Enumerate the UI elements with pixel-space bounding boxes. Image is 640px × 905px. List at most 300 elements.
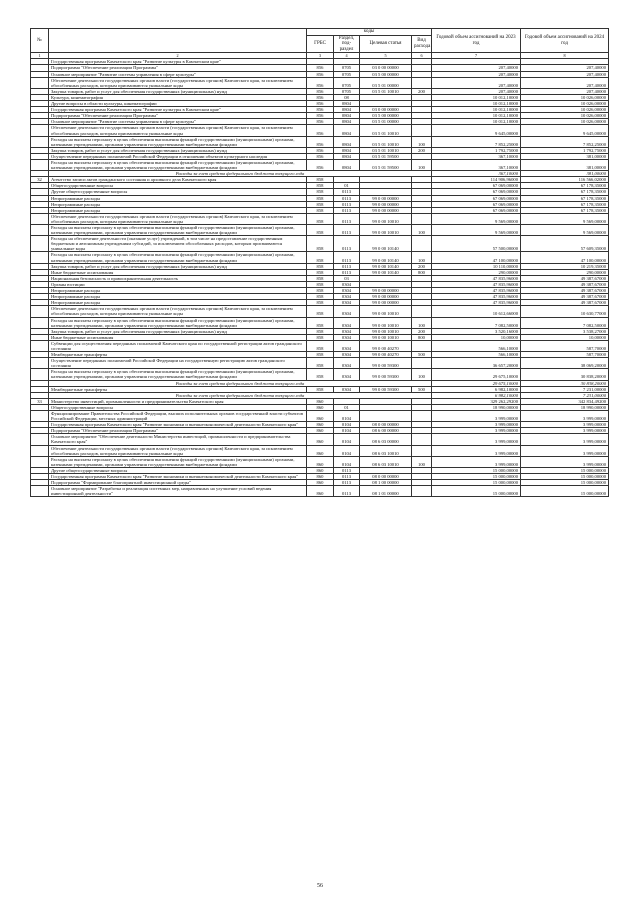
row-number	[31, 369, 49, 380]
amount-2024: 49 387,67000	[521, 281, 609, 287]
row-name: Государственная программа Камчатского края "Развитие культуры в Камчатском крае"	[49, 59, 307, 65]
amount-2024: 207,40000	[521, 65, 609, 71]
code-grbs: 858	[307, 213, 334, 224]
code-section: 0113	[334, 236, 360, 252]
row-name: Осуществление переданных полномочий Российской Федерации на государственную регистрацию актов гражданского состояния	[49, 358, 307, 369]
code-kind: 200	[412, 147, 432, 153]
code-kind: 500	[412, 352, 432, 358]
code-grbs: 856	[307, 153, 334, 159]
amount-2024: 57 609,35000	[521, 236, 609, 252]
amount-2024: 9 569,00000	[521, 213, 609, 224]
code-target: 99 0 00 10140	[360, 269, 412, 275]
code-target: 99 0 00 59300	[360, 386, 412, 392]
amount-2023: 3 999,00000	[432, 428, 521, 434]
row-name: Общегосударственные вопросы	[49, 404, 307, 410]
code-section: 0104	[334, 422, 360, 428]
header-codes: коды	[307, 29, 432, 36]
amount-2024: 10 026,00000	[521, 107, 609, 113]
amount-2023: 566,10000	[432, 340, 521, 351]
code-grbs: 860	[307, 434, 334, 445]
code-section: 0104	[334, 428, 360, 434]
amount-2023: 10 012,10000	[432, 107, 521, 113]
amount-2023: 29 675,10000	[432, 380, 521, 386]
amount-2023: 114 906,96000	[432, 177, 521, 183]
header-name	[49, 29, 307, 53]
row-name: Подпрограмма "Обеспечение реализации Программы"	[49, 428, 307, 434]
code-target: 08 6 03 10010	[360, 456, 412, 467]
row-number: 32	[31, 177, 49, 183]
amount-2024: 3 999,00000	[521, 434, 609, 445]
code-target: 03 5 01 10010	[360, 125, 412, 136]
code-kind	[412, 486, 432, 497]
amount-2024: 67 178,35000	[521, 195, 609, 201]
amount-2023: 15 000,00000	[432, 474, 521, 480]
table-row	[31, 317, 609, 328]
table-header	[31, 29, 609, 59]
code-kind: 100	[412, 159, 432, 170]
amount-2024: 10 630,77000	[521, 306, 609, 317]
code-kind: 100	[412, 456, 432, 467]
code-kind: 100	[412, 225, 432, 236]
amount-2024: 18 990,00000	[521, 404, 609, 410]
code-target: 99 0 00 10010	[360, 328, 412, 334]
code-grbs: 858	[307, 183, 334, 189]
amount-2024: 15 000,00000	[521, 480, 609, 486]
row-name: Расходы на обеспечение деятельности (оказание услуг) учреждений, в том числе на предоставление государственным бюджетным и автономным учреждениям субсидий, за исключением обособленных расходов, которым присваиваются уникальные коды	[49, 236, 307, 252]
code-grbs: 856	[307, 88, 334, 94]
code-target: 99 0 00 59300	[360, 369, 412, 380]
code-section: 0804	[334, 101, 360, 107]
row-name: Закупка товаров, работ и услуг для обеспечения государственных (муниципальных) нужд	[49, 147, 307, 153]
amount-2024: 207,40000	[521, 88, 609, 94]
amount-2024: 1 792,75000	[521, 147, 609, 153]
code-target: 08 1 01 00000	[360, 486, 412, 497]
code-grbs: 858	[307, 269, 334, 275]
amount-2024: 67 178,35000	[521, 201, 609, 207]
code-grbs: 858	[307, 281, 334, 287]
code-section: 0113	[334, 201, 360, 207]
code-section: 0304	[334, 288, 360, 294]
amount-2023: 57 500,00000	[432, 236, 521, 252]
amount-2023: 207,40000	[432, 71, 521, 77]
code-target: 03 5 01 10010	[360, 136, 412, 147]
amount-2023: 207,40000	[432, 88, 521, 94]
row-name: Подпрограмма "Формирование благоприятной инвестиционной среды"	[49, 480, 307, 486]
code-target: 99 0 00 10010	[360, 334, 412, 340]
code-kind	[412, 340, 432, 351]
code-target: 08 6 03 10010	[360, 445, 412, 456]
table-row	[31, 236, 609, 252]
row-number	[31, 486, 49, 497]
code-section: 0113	[334, 252, 360, 263]
code-section: 0113	[334, 480, 360, 486]
table-row	[31, 252, 609, 263]
amount-2023: 10 012,10000	[432, 119, 521, 125]
table-row	[31, 306, 609, 317]
code-section: 0804	[334, 125, 360, 136]
code-grbs: 858	[307, 386, 334, 392]
row-number	[31, 252, 49, 263]
row-number	[31, 317, 49, 328]
row-name: Межбюджетные трансферты	[49, 386, 307, 392]
code-target: 99 0 00 00000	[360, 195, 412, 201]
code-section: 0113	[334, 207, 360, 213]
amount-2024: 10 219,35000	[521, 263, 609, 269]
header-kind: Вид расхода	[412, 35, 432, 53]
code-grbs: 856	[307, 159, 334, 170]
amount-2023: 29 675,10000	[432, 369, 521, 380]
row-name: Закупка товаров, работ и услуг для обеспечения государственных (муниципальных) нужд	[49, 88, 307, 94]
table-row	[31, 369, 609, 380]
code-target: 03 5 01 10010	[360, 88, 412, 94]
code-target: 99 0 00 10010	[360, 225, 412, 236]
code-section: 0304	[334, 306, 360, 317]
code-kind: 200	[412, 88, 432, 94]
code-kind	[412, 125, 432, 136]
code-target: 03 5 01 00000	[360, 119, 412, 125]
amount-2024: 47 100,00000	[521, 252, 609, 263]
amount-2023: 3 999,00000	[432, 456, 521, 467]
amount-2023: 6 982,10000	[432, 386, 521, 392]
code-grbs: 858	[307, 252, 334, 263]
row-name: Расходы на выплаты персоналу в целях обеспечения выполнения функций государственными (муниципальными) органами, казенными учреждениями, органами управления государственными внебюджетными фондами	[49, 369, 307, 380]
amount-2023: 367,10000	[432, 159, 521, 170]
amount-2023: 47 835,96000	[432, 275, 521, 281]
header-num: №	[31, 29, 49, 53]
amount-2023: 290,00000	[432, 269, 521, 275]
code-grbs: 860	[307, 456, 334, 467]
code-section: 0104	[334, 411, 360, 422]
row-name: Расходы на выплаты персоналу в целях обеспечения выполнения функций государственными (муниципальными) органами, казенными учреждениями, органами управления государственными внебюджетными фондами	[49, 317, 307, 328]
row-name: Непрограммные расходы	[49, 201, 307, 207]
row-name: Другие общегосударственные вопросы	[49, 467, 307, 473]
code-kind: 200	[412, 263, 432, 269]
table-body	[31, 59, 609, 497]
table-row	[31, 225, 609, 236]
code-grbs: 858	[307, 177, 334, 183]
header-index: 2	[49, 53, 307, 59]
amount-2023: 47 835,96000	[432, 281, 521, 287]
row-name: Обеспечение деятельности государственных органов власти (государственных органов) Камчатского края, за исключением обособленных расходов, которым присваиваются уникальные коды	[49, 125, 307, 136]
amount-2023: 10 012,10000	[432, 101, 521, 107]
amount-2023: 3 999,00000	[432, 411, 521, 422]
row-name: Культура, кинематография	[49, 94, 307, 100]
amount-2023: 1 792,75000	[432, 147, 521, 153]
row-number	[31, 306, 49, 317]
amount-2023: 67 069,00000	[432, 183, 521, 189]
row-name: Государственная программа Камчатского края "Развитие экономики и внешнеэкономической деятельности Камчатского края"	[49, 474, 307, 480]
row-number	[31, 77, 49, 88]
code-grbs: 856	[307, 65, 334, 71]
header-index: 3	[307, 53, 334, 59]
code-kind	[412, 213, 432, 224]
amount-2024: 9 645,00000	[521, 125, 609, 136]
header-vol2024: Годовой объем ассигнований на 2024 год	[521, 29, 609, 53]
code-grbs: 860	[307, 445, 334, 456]
code-target: 99 0 00 00000	[360, 294, 412, 300]
row-number	[31, 456, 49, 467]
code-target: 03 5 00 00000	[360, 71, 412, 77]
amount-2024: 15 000,00000	[521, 486, 609, 497]
code-grbs: 858	[307, 225, 334, 236]
amount-2024: 3 999,00000	[521, 428, 609, 434]
code-target: 99 0 00 10010	[360, 317, 412, 328]
row-name: Функционирование Правительства Российской Федерации, высших исполнительных органов государственной власти субъектов Российской Федерации, местных администраций	[49, 411, 307, 422]
code-section: 0705	[334, 65, 360, 71]
code-grbs: 856	[307, 147, 334, 153]
code-grbs: 858	[307, 300, 334, 306]
code-grbs: 856	[307, 113, 334, 119]
amount-2024: 10 026,00000	[521, 94, 609, 100]
code-section: 0113	[334, 213, 360, 224]
row-name: Иные бюджетные ассигнования	[49, 269, 307, 275]
amount-2023: 329 262,29200	[432, 398, 521, 404]
amount-2024: 3 999,00000	[521, 411, 609, 422]
budget-table	[30, 28, 609, 497]
header-section: Раздел, под-раздел	[334, 35, 360, 53]
code-target: 99 0 00 00000	[360, 288, 412, 294]
page-number: 56	[317, 883, 323, 889]
header-grbs: ГРБС	[307, 35, 334, 53]
row-name: Основное мероприятие "Обеспечение деятельности Министерства инвестиций, промышленности и предпринимательства Камчатского края"	[49, 434, 307, 445]
header-index: 4	[334, 53, 360, 59]
code-section: 0104	[334, 456, 360, 467]
code-kind: 100	[412, 317, 432, 328]
row-name: Непрограммные расходы	[49, 207, 307, 213]
amount-2024: 116 566,02000	[521, 177, 609, 183]
table-row	[31, 159, 609, 170]
amount-2023: 10 012,10000	[432, 94, 521, 100]
row-name: Расходы на выплаты персоналу в целях обеспечения выполнения функций государственными (муниципальными) органами, казенными учреждениями, органами управления государственными внебюджетными фондами	[49, 456, 307, 467]
code-section: 0304	[334, 369, 360, 380]
row-name: Другие общегосударственные вопросы	[49, 189, 307, 195]
code-section: 0104	[334, 445, 360, 456]
amount-2023: 7 082,50000	[432, 317, 521, 328]
header-index: 7	[432, 53, 521, 59]
code-section: 0304	[334, 317, 360, 328]
code-target: 99 0 00 40270	[360, 340, 412, 351]
row-name: Министерство инвестиций, промышленности и предпринимательства Камчатского края	[49, 398, 307, 404]
code-target: 08 0 00 00000	[360, 474, 412, 480]
code-section: 01	[334, 183, 360, 189]
code-section: 0804	[334, 153, 360, 159]
header-index: 5	[360, 53, 412, 59]
row-name: Межбюджетные трансферты	[49, 352, 307, 358]
row-number	[31, 159, 49, 170]
amount-2024: 381,00000	[521, 159, 609, 170]
amount-2023: 10 012,10000	[432, 113, 521, 119]
code-grbs: 856	[307, 71, 334, 77]
row-name: Закупка товаров, работ и услуг для обеспечения государственных (муниципальных) нужд	[49, 328, 307, 334]
code-kind: 800	[412, 269, 432, 275]
code-target: 08 6 03 00000	[360, 434, 412, 445]
table-row	[31, 125, 609, 136]
code-kind	[412, 411, 432, 422]
code-section: 0113	[334, 225, 360, 236]
code-grbs: 860	[307, 404, 334, 410]
table-row	[31, 445, 609, 456]
amount-2024: 7 082,50000	[521, 317, 609, 328]
amount-2024: 67 178,35000	[521, 189, 609, 195]
row-name: Непрограммные расходы	[49, 288, 307, 294]
amount-2024: 207,40000	[521, 77, 609, 88]
code-kind: 100	[412, 369, 432, 380]
amount-2024: 381,00000	[521, 153, 609, 159]
amount-2024: 30 838,20000	[521, 380, 609, 386]
code-grbs: 858	[307, 236, 334, 252]
code-grbs: 858	[307, 263, 334, 269]
code-section: 0804	[334, 147, 360, 153]
code-grbs: 858	[307, 195, 334, 201]
table-row	[31, 456, 609, 467]
amount-2024: 38 069,20000	[521, 358, 609, 369]
code-section: 0304	[334, 300, 360, 306]
code-grbs: 856	[307, 136, 334, 147]
federal-note: Расходы за счет средств федерального бюджета текущего года	[49, 171, 432, 177]
row-name: Государственная программа Камчатского края "Развитие культуры в Камчатском крае"	[49, 107, 307, 113]
amount-2024: 15 000,00000	[521, 467, 609, 473]
code-kind: 100	[412, 252, 432, 263]
code-section: 0804	[334, 107, 360, 113]
code-grbs: 858	[307, 189, 334, 195]
row-number	[31, 225, 49, 236]
code-section: 0804	[334, 159, 360, 170]
amount-2023: 15 000,00000	[432, 480, 521, 486]
amount-2023: 3 999,00000	[432, 422, 521, 428]
amount-2023: 18 990,00000	[432, 404, 521, 410]
code-grbs: 860	[307, 474, 334, 480]
row-name: Агентство записи актов гражданского состояния и архивного дела Камчатского края	[49, 177, 307, 183]
row-name: Органы юстиции	[49, 281, 307, 287]
code-grbs: 858	[307, 369, 334, 380]
amount-2024: 7 231,00000	[521, 392, 609, 398]
row-name: Подпрограмма "Обеспечение реализации Программы"	[49, 113, 307, 119]
code-grbs: 856	[307, 107, 334, 113]
code-grbs: 856	[307, 125, 334, 136]
table-row	[31, 340, 609, 351]
amount-2024: 10 026,00000	[521, 113, 609, 119]
code-kind: 100	[412, 136, 432, 147]
row-number	[31, 445, 49, 456]
amount-2023: 47 100,00000	[432, 252, 521, 263]
amount-2023: 67 069,00000	[432, 189, 521, 195]
amount-2024: 587,70000	[521, 352, 609, 358]
row-name: Закупка товаров, работ и услуг для обеспечения государственных (муниципальных) нужд	[49, 263, 307, 269]
amount-2023: 207,40000	[432, 77, 521, 88]
amount-2024: 10,00000	[521, 334, 609, 340]
row-number	[31, 411, 49, 422]
code-target: 03 0 00 00000	[360, 65, 412, 71]
row-name: Основное мероприятие "Развитие системы управления в сфере культуры"	[49, 71, 307, 77]
table-row	[31, 136, 609, 147]
code-section: 0705	[334, 71, 360, 77]
code-section: 0113	[334, 269, 360, 275]
header-index: 8	[521, 53, 609, 59]
code-grbs: 858	[307, 288, 334, 294]
amount-2024: 10 026,00000	[521, 119, 609, 125]
code-section: 01	[334, 404, 360, 410]
amount-2024: 9 569,00000	[521, 225, 609, 236]
amount-2023: 9 569,00000	[432, 225, 521, 236]
code-target: 03 5 01 00000	[360, 77, 412, 88]
row-name: Обеспечение деятельности государственных органов власти (государственных органов) Камчатского края, за исключением обособленных расходов, которым присваиваются уникальные коды	[49, 306, 307, 317]
code-grbs: 858	[307, 328, 334, 334]
amount-2023: 36 657,20000	[432, 358, 521, 369]
row-name: Обеспечение деятельности государственных органов власти (государственных органов) Камчатского края, за исключением обособленных расходов, которым присваиваются уникальные коды	[49, 77, 307, 88]
amount-2024: 7 231,00000	[521, 386, 609, 392]
federal-note: Расходы за счет средств федерального бюджета текущего года	[49, 392, 432, 398]
federal-note: Расходы за счет средств федерального бюджета текущего года	[49, 380, 432, 386]
code-section: 0304	[334, 334, 360, 340]
code-kind	[412, 77, 432, 88]
amount-2024: 587,70000	[521, 340, 609, 351]
code-grbs: 860	[307, 398, 334, 404]
amount-2024: 207,40000	[521, 71, 609, 77]
code-kind: 500	[412, 386, 432, 392]
code-section: 0705	[334, 88, 360, 94]
row-name: Другие вопросы в области культуры, кинематографии	[49, 101, 307, 107]
code-grbs: 858	[307, 275, 334, 281]
code-target: 99 0 00 10140	[360, 236, 412, 252]
row-name: Национальная безопасность и правоохранительная деятельность	[49, 275, 307, 281]
amount-2023: 10,00000	[432, 334, 521, 340]
code-grbs: 858	[307, 352, 334, 358]
code-section: 0304	[334, 358, 360, 369]
row-name: Осуществление переданных полномочий Российской Федерации в отношении объектов культурного наследия	[49, 153, 307, 159]
header-target: Целевая статья	[360, 35, 412, 53]
row-name: Расходы на выплаты персоналу в целях обеспечения выполнения функций государственными (муниципальными) органами, казенными учреждениями, органами управления государственными внебюджетными фондами	[49, 252, 307, 263]
code-grbs: 858	[307, 358, 334, 369]
code-section: 0104	[334, 434, 360, 445]
code-target: 99 0 00 59300	[360, 358, 412, 369]
row-number	[31, 434, 49, 445]
code-section: 0113	[334, 195, 360, 201]
code-section: 0304	[334, 352, 360, 358]
row-name: Расходы на выплаты персоналу в целях обеспечения выполнения функций государственными (муниципальными) органами, казенными учреждениями, органами управления государственными внебюджетными фондами	[49, 159, 307, 170]
amount-2024: 67 178,35000	[521, 207, 609, 213]
amount-2024: 15 000,00000	[521, 474, 609, 480]
amount-2024: 49 387,67000	[521, 294, 609, 300]
code-target: 99 0 00 40270	[360, 352, 412, 358]
header-index: 1	[31, 53, 49, 59]
amount-2023: 10 110,00000	[432, 263, 521, 269]
amount-2024: 381,00000	[521, 171, 609, 177]
code-grbs: 858	[307, 207, 334, 213]
code-section: 0804	[334, 119, 360, 125]
code-grbs: 858	[307, 201, 334, 207]
code-section: 0304	[334, 340, 360, 351]
code-target: 03 5 01 59500	[360, 153, 412, 159]
row-name: Субвенции для осуществления переданных полномочий Камчатского края по государственной регистрации актов гражданского состояния	[49, 340, 307, 351]
amount-2024: 3 999,00000	[521, 445, 609, 456]
header-vol2023: Годовой объем ассигнований на 2023 год	[432, 29, 521, 53]
code-section: 0304	[334, 328, 360, 334]
amount-2024: 67 178,35000	[521, 183, 609, 189]
amount-2023: 47 835,96000	[432, 300, 521, 306]
amount-2023: 566,10000	[432, 352, 521, 358]
row-number	[31, 125, 49, 136]
code-section: 03	[334, 275, 360, 281]
code-section: 0304	[334, 386, 360, 392]
code-grbs: 860	[307, 428, 334, 434]
amount-2023: 207,40000	[432, 65, 521, 71]
amount-2023: 47 835,96000	[432, 288, 521, 294]
code-target: 99 0 00 10140	[360, 263, 412, 269]
amount-2024: 7 852,25000	[521, 136, 609, 147]
row-name: Иные бюджетные ассигнования	[49, 334, 307, 340]
code-target: 03 5 00 00000	[360, 113, 412, 119]
code-section: 0804	[334, 136, 360, 147]
